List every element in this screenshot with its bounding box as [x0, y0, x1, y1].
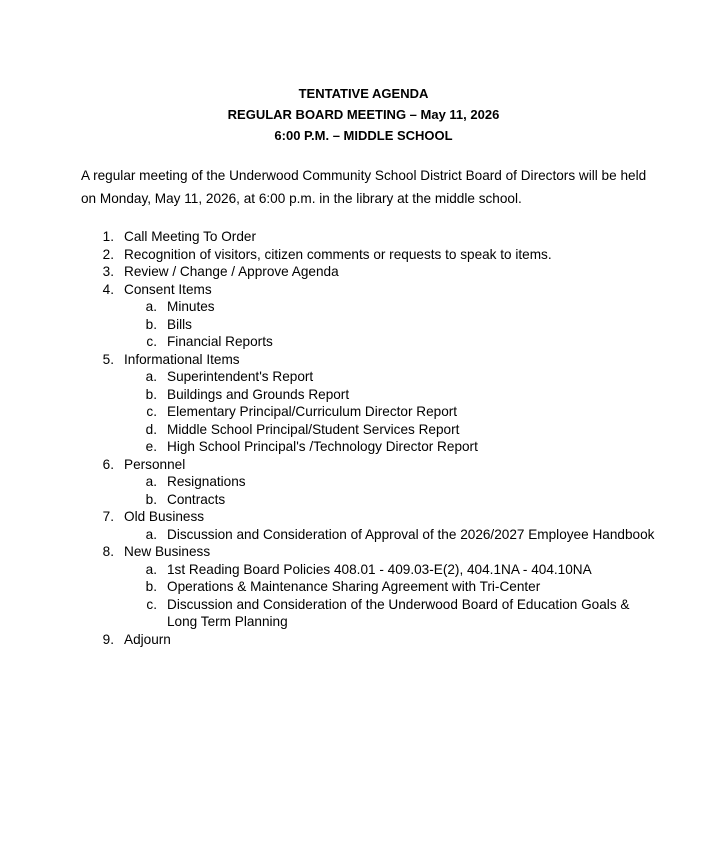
agenda-item-number: 2.	[102, 246, 114, 262]
agenda-subitem	[0, 316, 727, 334]
agenda-item	[0, 508, 727, 526]
agenda-item-number: 8.	[102, 544, 114, 559]
agenda-subitem-label: Operations & Maintenance Sharing Agreement with Tri-Center	[167, 579, 541, 594]
agenda-item-label: Review / Change / Approve Agenda	[124, 264, 339, 279]
agenda-item-number: 1.	[102, 229, 114, 244]
agenda-subitem	[0, 438, 727, 456]
agenda-subitem-letter: b.	[145, 386, 157, 402]
agenda-item	[0, 246, 727, 264]
agenda-subitem-letter: e.	[145, 439, 157, 454]
agenda-subitem-letter: a.	[145, 299, 157, 314]
intro-line-2: on Monday, May 11, 2026, at 6:00 p.m. in the library at the middle school.	[81, 191, 522, 206]
agenda-subitem	[0, 403, 727, 421]
agenda-item	[0, 281, 727, 299]
agenda-subitem-letter: c.	[146, 596, 157, 612]
agenda-item	[0, 351, 727, 369]
agenda-item-label: Recognition of visitors, citizen comments or requests to speak to items.	[124, 246, 552, 262]
meeting-title: REGULAR BOARD MEETING – May 11, 2026	[227, 107, 500, 122]
agenda-subitem-continuation	[0, 613, 727, 631]
agenda-subitem-label: Bills	[167, 316, 192, 332]
agenda-subitem-letter: b.	[145, 579, 157, 594]
agenda-list	[0, 228, 727, 648]
agenda-item	[0, 631, 727, 649]
agenda-subitem-letter: b.	[145, 316, 157, 332]
agenda-subitem-letter: a.	[145, 526, 157, 542]
agenda-item-label: Call Meeting To Order	[124, 229, 256, 244]
agenda-subitem-letter: d.	[145, 421, 157, 437]
agenda-subitem-label: High School Principal's /Technology Director Report	[167, 439, 478, 454]
agenda-subitem	[0, 561, 727, 579]
agenda-subitem	[0, 386, 727, 404]
agenda-item-label: Adjourn	[124, 631, 171, 647]
agenda-item-label: Consent Items	[124, 281, 212, 297]
agenda-subitem-label: 1st Reading Board Policies 408.01 - 409.03-E(2), 404.1NA - 404.10NA	[167, 561, 592, 577]
agenda-subitem	[0, 491, 727, 509]
agenda-subitem-label: Buildings and Grounds Report	[167, 386, 350, 402]
agenda-subitem-label: Resignations	[167, 474, 246, 489]
agenda-subitem	[0, 596, 727, 614]
agenda-subitem	[0, 368, 727, 386]
agenda-subitem	[0, 421, 727, 439]
agenda-subitem	[0, 578, 727, 596]
agenda-subitem-letter: c.	[146, 404, 157, 419]
agenda-item-number: 4.	[102, 281, 114, 297]
intro-paragraph	[81, 164, 681, 210]
agenda-subitem-letter: a.	[145, 474, 157, 489]
agenda-subitem-letter: a.	[145, 561, 157, 577]
agenda-subitem-label: Financial Reports	[167, 334, 273, 349]
intro-line-1: A regular meeting of the Underwood Community School District Board of Directors will be held	[81, 168, 647, 183]
agenda-item-label: New Business	[124, 544, 211, 559]
agenda-subitem-label: Discussion and Consideration of Approval of the 2026/2027 Employee Handbook	[167, 526, 655, 542]
agenda-item-number: 9.	[102, 631, 114, 647]
agenda-item-number: 6.	[102, 456, 114, 472]
agenda-subitem	[0, 333, 727, 351]
agenda-subitem	[0, 473, 727, 491]
agenda-subitem-label: Middle School Principal/Student Services Report	[167, 421, 460, 437]
agenda-item	[0, 543, 727, 561]
agenda-subitem-letter: c.	[146, 334, 157, 349]
agenda-subitem-label: Contracts	[167, 491, 226, 507]
agenda-subitem	[0, 526, 727, 544]
agenda-subitem-label: Elementary Principal/Curriculum Director Report	[167, 404, 458, 419]
agenda-subitem-letter: b.	[145, 491, 157, 507]
agenda-item-label: Old Business	[124, 509, 205, 524]
agenda-subitem-label: Minutes	[167, 299, 215, 314]
agenda-item-label: Personnel	[124, 456, 186, 472]
document-title: TENTATIVE AGENDA	[298, 86, 429, 101]
agenda-item-number: 3.	[102, 264, 114, 279]
agenda-item-number: 5.	[102, 351, 114, 367]
agenda-subitem-label-continued: Long Term Planning	[167, 614, 288, 629]
agenda-item-label: Informational Items	[124, 351, 240, 367]
agenda-subitem-letter: a.	[145, 369, 157, 384]
agenda-item-number: 7.	[102, 509, 114, 524]
meeting-time-location: 6:00 P.M. – MIDDLE SCHOOL	[274, 128, 453, 143]
agenda-subitem	[0, 298, 727, 316]
document-header	[0, 83, 727, 146]
agenda-item	[0, 456, 727, 474]
agenda-subitem-label: Discussion and Consideration of the Underwood Board of Education Goals &	[167, 596, 630, 612]
agenda-item	[0, 263, 727, 281]
agenda-item	[0, 228, 727, 246]
agenda-subitem-label: Superintendent's Report	[167, 369, 314, 384]
